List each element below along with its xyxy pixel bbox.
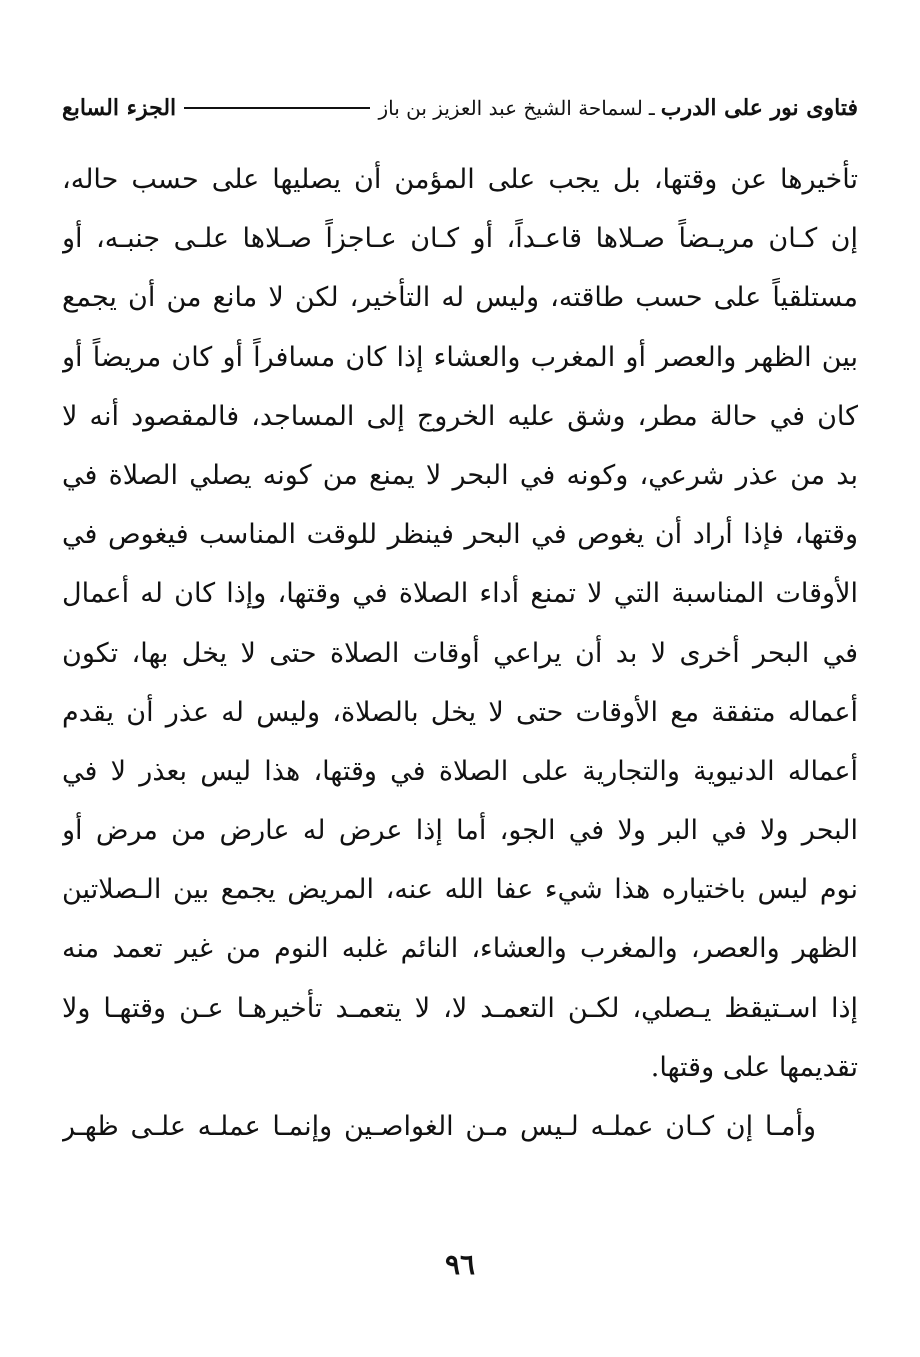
running-header <box>62 88 858 128</box>
text-line: إن كـان مريـضاً صـلاها قاعـداً، أو كـان عـاجزاً صـلاها علـى جنبـه، أو <box>62 223 858 255</box>
text-line: كان في حالة مطر، وشق عليه الخروج إلى المساجد، فالمقصود أنه لا <box>62 400 858 432</box>
author-name: لسماحة الشيخ عبد العزيز بن باز <box>378 96 643 120</box>
text-line: إذا اسـتيقظ يـصلي، لكـن التعمـد لا، لا يتعمـد تأخيرهـا عـن وقتهـا ولا <box>62 992 858 1024</box>
text-line: بد من عذر شرعي، وكونه في البحر لا يمنع من كونه يصلي الصلاة في <box>62 459 858 491</box>
text-line: وقتها، فإذا أراد أن يغوص في البحر فينظر للوقت المناسب فيغوص في <box>62 519 858 551</box>
header-title-group <box>378 95 858 121</box>
text-line: وأمـا إن كـان عملـه لـيس مـن الغواصـين وإنمـا عملـه علـى ظهـر <box>62 1111 816 1142</box>
text-line: أعماله متفقة مع الأوقات حتى لا يخل بالصلاة، وليس له عذر أن يقدم <box>62 696 858 728</box>
text-line: مستلقياً على حسب طاقته، وليس له التأخير، لكن لا مانع من أن يجمع <box>62 282 858 314</box>
body-text <box>62 150 858 1156</box>
text-line: تأخيرها عن وقتها، بل يجب على المؤمن أن يصليها على حسب حاله، <box>62 164 858 195</box>
text-line: الظهر والعصر، والمغرب والعشاء، النائم غلبه النوم من غير تعمد منه <box>62 933 858 965</box>
page-number: ٩٦ <box>444 1248 476 1281</box>
text-line: نوم ليس باختياره هذا شيء عفا الله عنه، المريض يجمع بين الـصلاتين <box>62 874 858 906</box>
text-line: في البحر أخرى لا بد أن يراعي أوقات الصلاة حتى لا يخل بها، تكون <box>62 637 858 669</box>
text-line: الأوقات المناسبة التي لا تمنع أداء الصلاة في وقتها، وإذا كان له أعمال <box>62 578 858 610</box>
header-separator: ـ <box>648 96 655 120</box>
text-line: بين الظهر والعصر أو المغرب والعشاء إذا كان مسافراً أو كان مريضاً أو <box>62 341 858 373</box>
header-rule <box>184 107 370 109</box>
text-line: تقديمها على وقتها. <box>650 1051 858 1083</box>
text-line: أعماله الدنيوية والتجارية على الصلاة في وقتها، هذا ليس بعذر لا في <box>62 755 858 787</box>
book-title: فتاوى نور على الدرب <box>660 95 858 121</box>
text-line: البحر ولا في البر ولا في الجو، أما إذا عرض له عارض من مرض أو <box>62 815 858 847</box>
volume-label: الجزء السابع <box>62 95 177 121</box>
